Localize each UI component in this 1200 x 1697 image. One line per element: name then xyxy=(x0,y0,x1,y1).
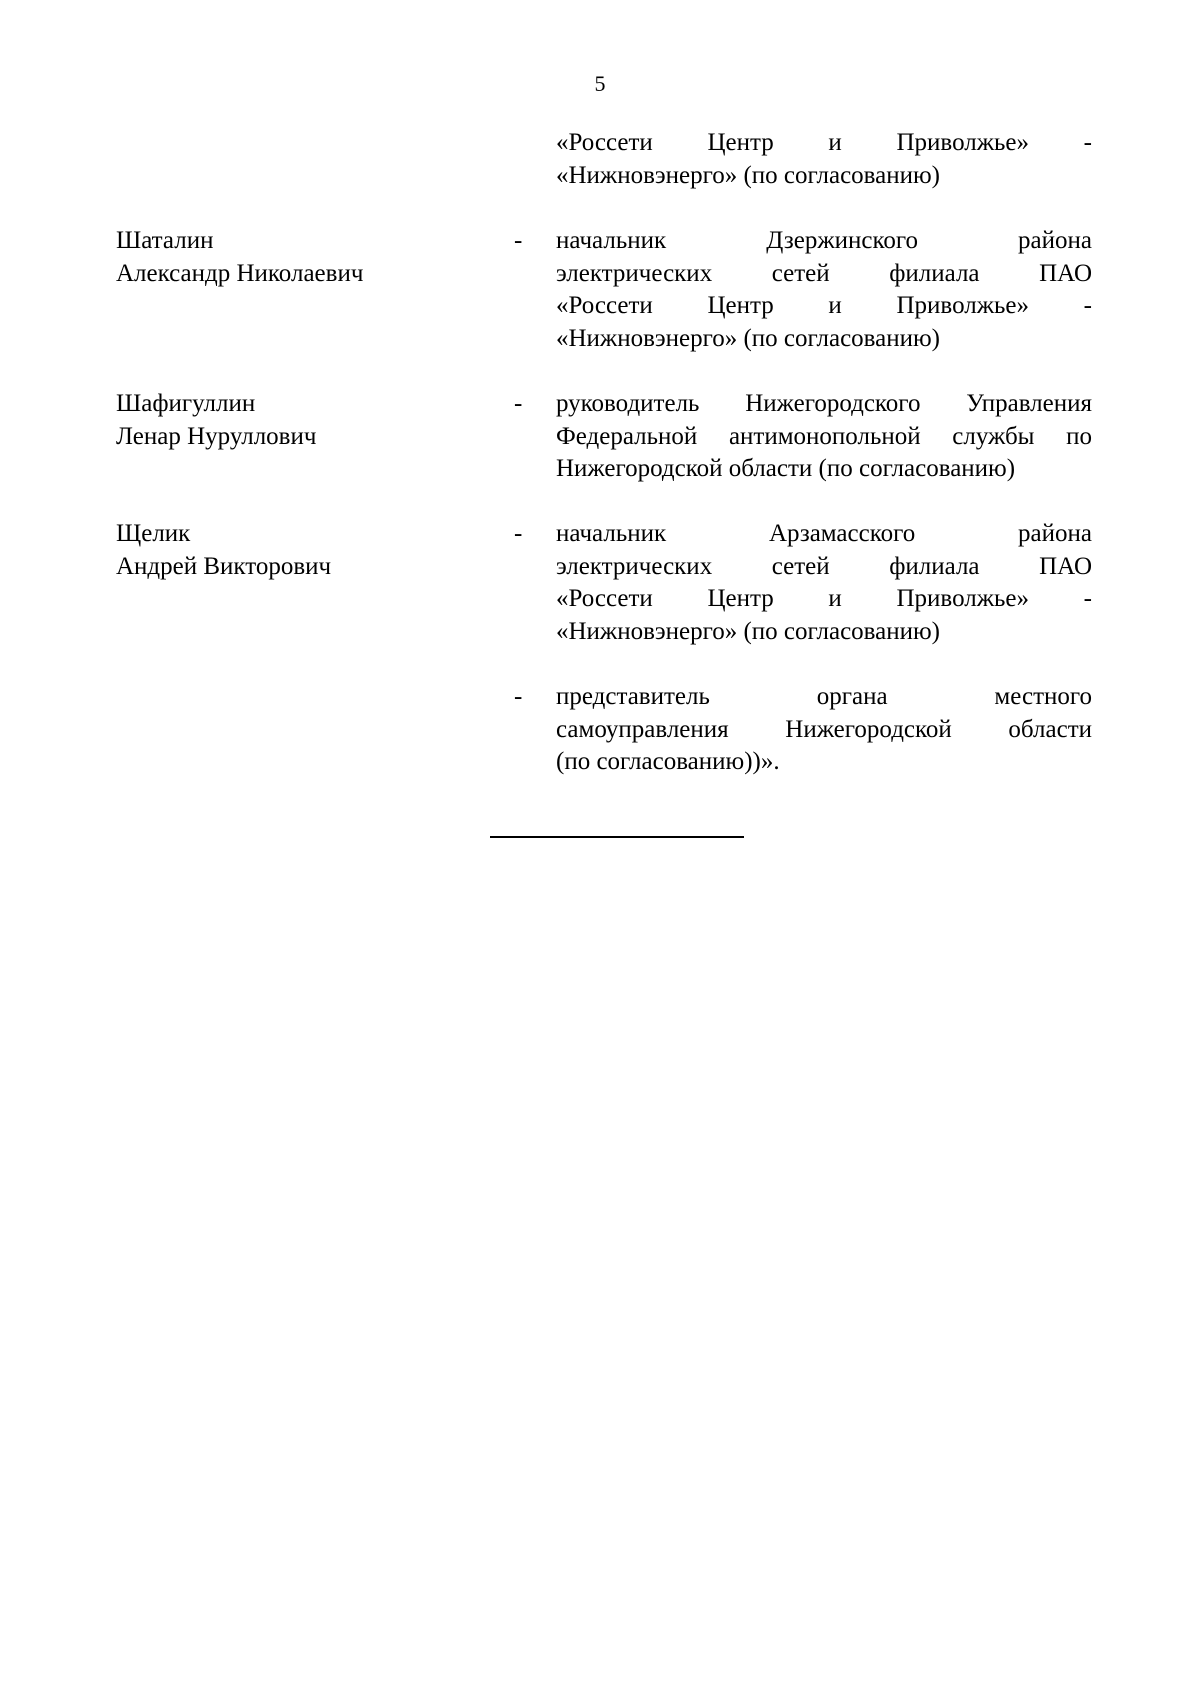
description-line: электрических сетей филиала ПАО xyxy=(556,552,1092,580)
member-description xyxy=(556,681,1092,779)
member-name xyxy=(116,518,516,583)
member-dash: - xyxy=(514,227,523,254)
description-line: «Нижновэнерго» (по согласованию) xyxy=(556,617,941,645)
description-line: «Россети Центр и Приволжье» - xyxy=(556,129,1092,156)
member-name xyxy=(116,388,516,453)
member-surname: Шаталин xyxy=(116,227,214,254)
member-dash: - xyxy=(514,520,523,547)
description-line: представитель органа местного xyxy=(556,683,1092,710)
description-line: начальник Арзамасского района xyxy=(556,520,1092,547)
description-line: Нижегородской области (по согласованию) xyxy=(556,455,1016,482)
description-line: Федеральной антимонопольной службы по xyxy=(556,422,1092,450)
member-dash: - xyxy=(514,683,523,710)
description-line: руководитель Нижегородского Управления xyxy=(556,390,1092,417)
member-given-names: Андрей Викторович xyxy=(116,552,332,580)
member-description xyxy=(556,518,1092,648)
member-description xyxy=(556,225,1092,355)
description-line: самоуправления Нижегородской области xyxy=(556,715,1092,743)
description-line: начальник Дзержинского района xyxy=(556,227,1092,254)
description-line: «Нижновэнерго» (по согласованию) xyxy=(556,161,941,189)
member-name xyxy=(116,225,516,290)
description-line: (по согласованию))». xyxy=(556,748,780,775)
member-given-names: Александр Николаевич xyxy=(116,259,364,287)
member-description xyxy=(556,388,1092,486)
description-line: электрических сетей филиала ПАО xyxy=(556,259,1092,287)
description-line: «Россети Центр и Приволжье» - xyxy=(556,585,1092,612)
page-number: 5 xyxy=(594,71,606,96)
description-line: «Нижновэнерго» (по согласованию) xyxy=(556,324,941,352)
member-dash: - xyxy=(514,390,523,417)
member-surname: Шафигуллин xyxy=(116,390,256,417)
continuation-description xyxy=(556,127,1092,192)
description-line: «Россети Центр и Приволжье» - xyxy=(556,292,1092,319)
member-given-names: Ленар Нуруллович xyxy=(116,422,317,450)
member-surname: Щелик xyxy=(116,520,191,547)
end-of-document-rule xyxy=(490,836,744,838)
